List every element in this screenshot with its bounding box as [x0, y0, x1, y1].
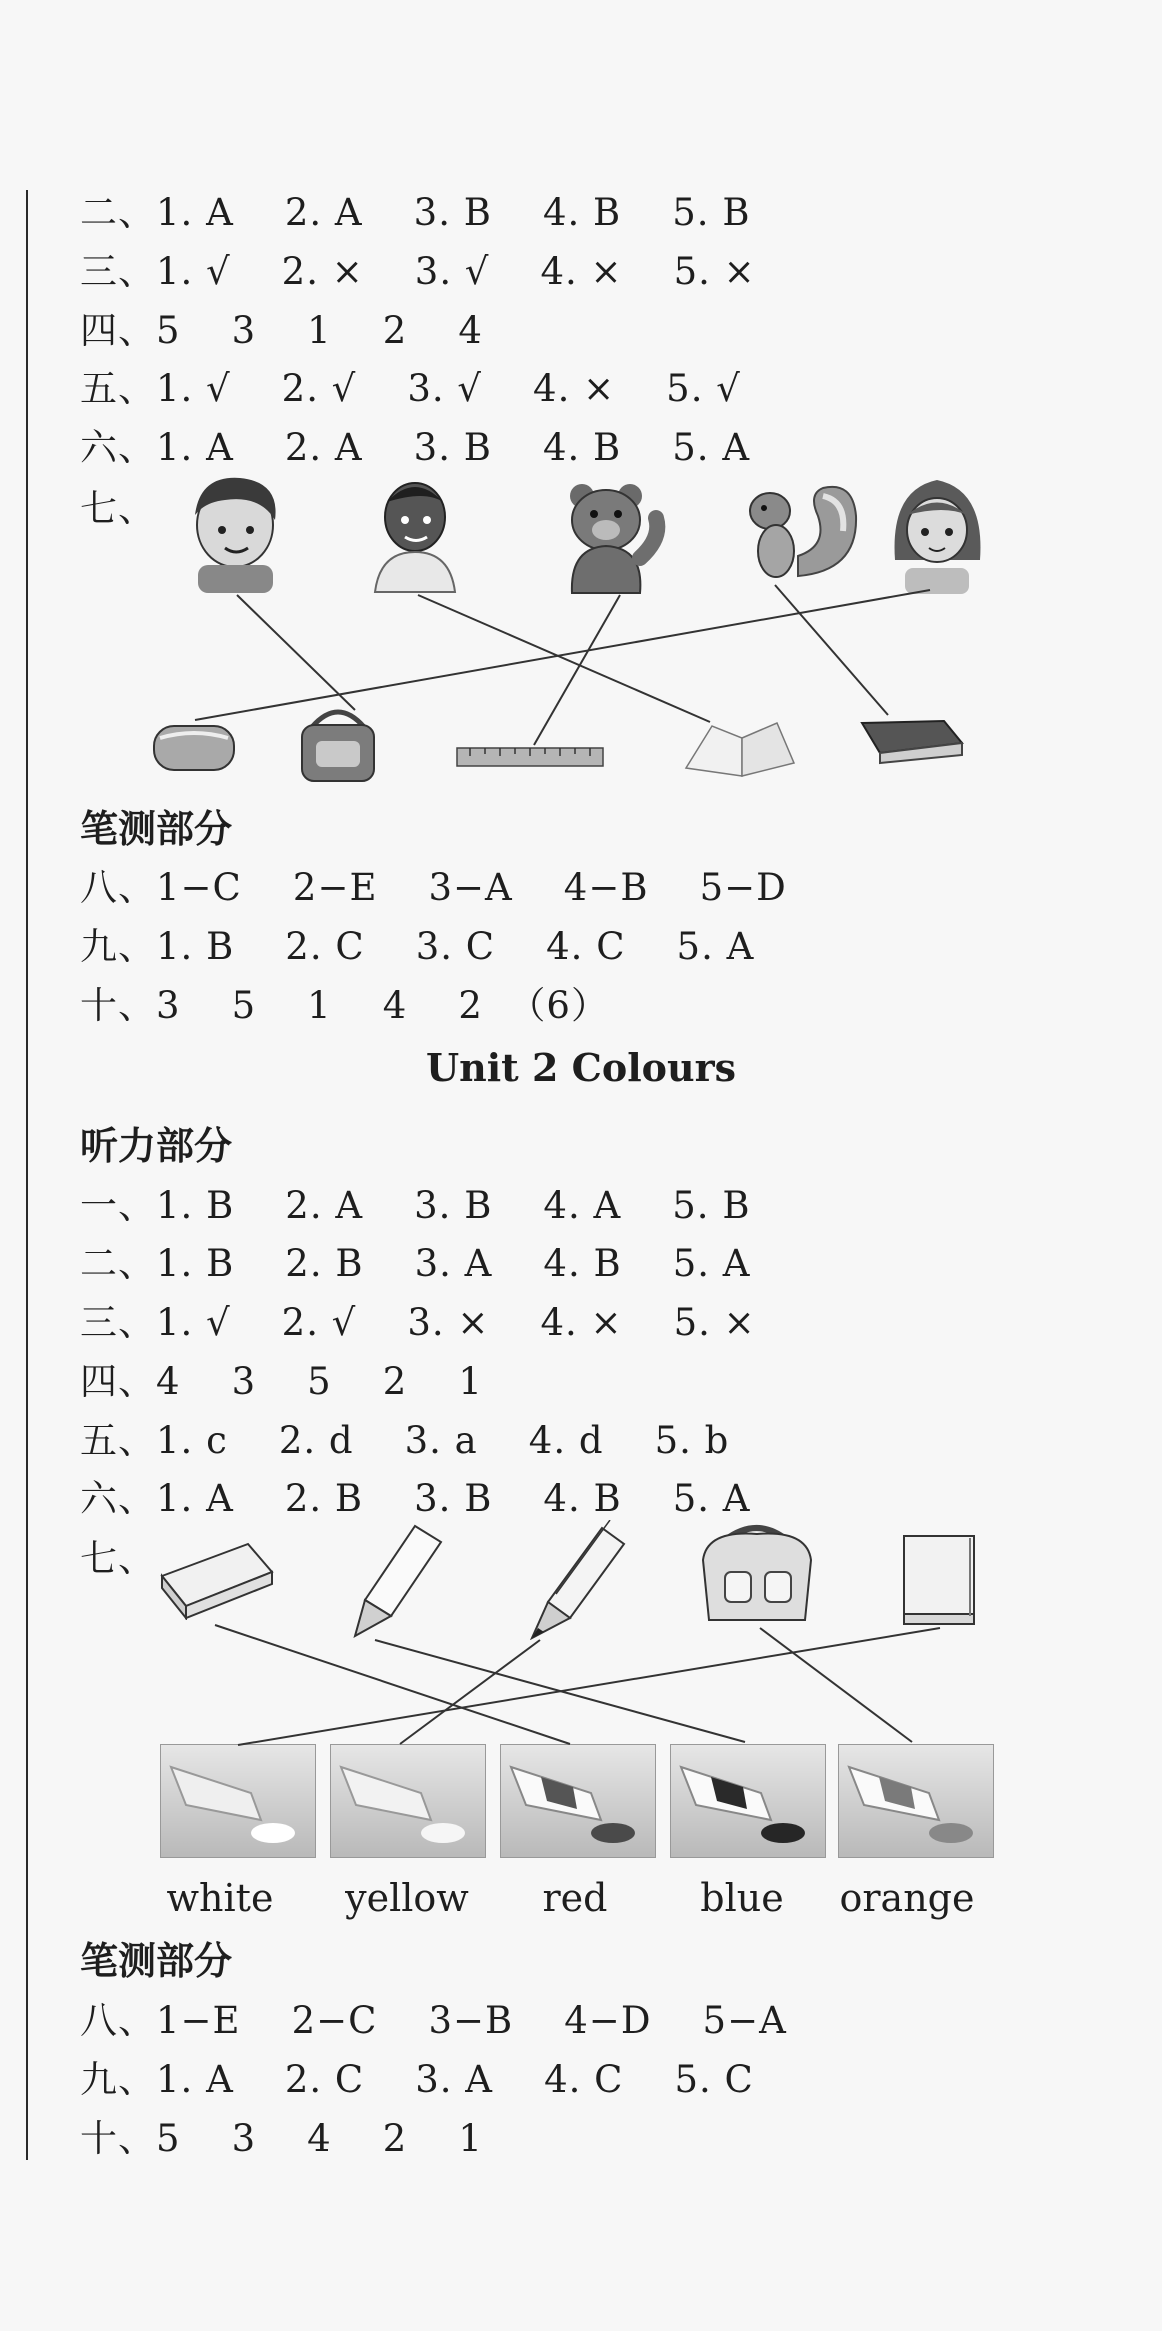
answer-line-5: 五、1. √ 2. √ 3. √ 4. × 5. √: [80, 367, 741, 410]
answer-line-4: 四、5 3 1 2 4: [80, 309, 483, 352]
answer-line-10: 十、3 5 1 4 2 （6）: [80, 984, 609, 1027]
listening-heading: 听力部分: [80, 1124, 233, 1168]
color-label-yellow: yellow: [345, 1876, 469, 1920]
match-line: [215, 1625, 570, 1744]
u2-answer-line-7-label: 七、: [80, 1537, 156, 1580]
written-heading-part1: 笔测部分: [80, 807, 233, 851]
answer-line-7-label: 七、: [80, 487, 156, 530]
match-line: [400, 1640, 540, 1744]
u2-answer-line-5: 五、1. c 2. d 3. a 4. d 5. b: [80, 1419, 730, 1462]
unit-title: Unit 2 Colours: [425, 1045, 737, 1090]
u2-answer-line-1: 一、1. B 2. A 3. B 4. A 5. B: [80, 1184, 751, 1227]
color-label-white: white: [166, 1876, 274, 1920]
match-line: [238, 1628, 940, 1745]
u2-answer-line-3: 三、1. √ 2. √ 3. × 4. × 5. ×: [80, 1301, 756, 1344]
color-label-red: red: [542, 1876, 608, 1920]
written-heading-part2: 笔测部分: [80, 1939, 233, 1983]
answer-line-8: 八、1−C 2−E 3−A 4−B 5−D: [80, 866, 787, 909]
u2-answer-line-6: 六、1. A 2. B 3. B 4. B 5. A: [80, 1477, 751, 1520]
u2-answer-line-10: 十、5 3 4 2 1: [80, 2117, 483, 2160]
color-label-blue: blue: [700, 1876, 784, 1920]
u2-answer-line-2: 二、1. B 2. B 3. A 4. B 5. A: [80, 1242, 751, 1285]
answer-line-6: 六、1. A 2. A 3. B 4. B 5. A: [80, 426, 751, 469]
u2-answer-line-9: 九、1. A 2. C 3. A 4. C 5. C: [80, 2058, 754, 2101]
answer-line-2: 二、1. A 2. A 3. B 4. B 5. B: [80, 191, 751, 234]
answer-line-9: 九、1. B 2. C 3. C 4. C 5. A: [80, 925, 755, 968]
u2-answer-line-8: 八、1−E 2−C 3−B 4−D 5−A: [80, 1999, 787, 2042]
u2-answer-line-4: 四、4 3 5 2 1: [80, 1360, 483, 1403]
answer-line-3: 三、1. √ 2. × 3. √ 4. × 5. ×: [80, 250, 756, 293]
color-label-orange: orange: [839, 1876, 975, 1920]
